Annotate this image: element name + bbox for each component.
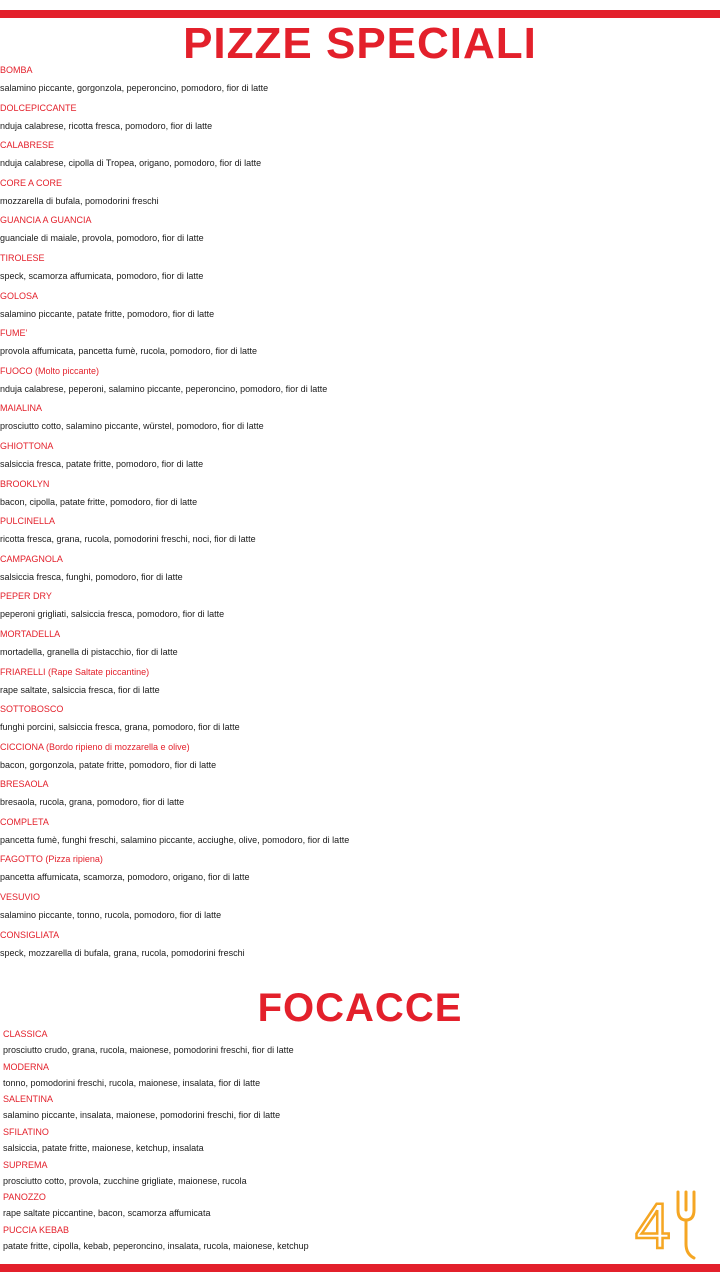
menu-item-ingredients: speck, scamorza affumicata, pomodoro, fior di latte — [0, 270, 204, 281]
menu-item-name: GUANCIA A GUANCIA — [0, 215, 92, 226]
menu-item-ingredients: tonno, pomodorini freschi, rucola, maionese, insalata, fior di latte — [3, 1077, 261, 1088]
menu-item — [0, 550, 720, 588]
menu-item-ingredients: mozzarella di bufala, pomodorini freschi — [0, 195, 159, 206]
menu-item-ingredients: prosciutto cotto, salamino piccante, würstel, pomodoro, fior di latte — [0, 421, 264, 432]
menu-item-ingredients: salsiccia, patate fritte, maionese, ketchup, insalata — [3, 1143, 204, 1154]
menu-item-name: PULCINELLA — [0, 516, 56, 527]
menu-item — [0, 249, 720, 287]
menu-item-ingredients: salamino piccante, insalata, maionese, pomodorini freschi, fior di latte — [3, 1110, 281, 1121]
menu-item-name: PANOZZO — [3, 1192, 46, 1203]
menu-item-name: FAGOTTO (Pizza ripiena) — [0, 854, 103, 865]
menu-item-name: MAIALINA — [0, 403, 43, 414]
menu-item-name: MORTADELLA — [0, 628, 61, 639]
menu-item — [0, 475, 720, 513]
menu-item — [0, 211, 720, 249]
top-red-rule — [0, 10, 720, 18]
menu-item-ingredients: salamino piccante, gorgonzola, peperoncino, pomodoro, fior di latte — [0, 83, 269, 93]
menu-item-ingredients: ricotta fresca, grana, rucola, pomodorini freschi, noci, fior di latte — [0, 534, 256, 545]
menu-item — [0, 136, 720, 174]
menu-item — [0, 174, 720, 212]
menu-item-name: DOLCEPICCANTE — [0, 102, 77, 113]
menu-item-name: PEPER DRY — [0, 591, 52, 602]
menu-item-name: GHIOTTONA — [0, 440, 54, 451]
menu-item-ingredients: patate fritte, cipolla, kebab, peperoncino, insalata, rucola, maionese, ketchup — [3, 1241, 309, 1252]
menu-item-name: CAMPAGNOLA — [0, 553, 63, 564]
menu-item-ingredients: pancetta affumicata, scamorza, pomodoro, origano, fior di latte — [0, 872, 250, 883]
menu-item-name: SOTTOBOSCO — [0, 704, 64, 715]
menu-item — [0, 700, 720, 738]
menu-item-ingredients: rape saltate, salsiccia fresca, fior di latte — [0, 684, 160, 695]
menu-item-name: CLASSICA — [3, 1029, 48, 1039]
menu-item — [0, 437, 720, 475]
pizze-speciali-list — [0, 61, 720, 963]
menu-item-ingredients: peperoni grigliati, salsiccia fresca, pomodoro, fior di latte — [0, 609, 225, 620]
menu-item-name: FUME’ — [0, 328, 28, 339]
menu-item — [0, 1124, 720, 1157]
menu-item — [0, 926, 720, 964]
menu-item-name: TIROLESE — [0, 252, 45, 263]
menu-item-name: VESUVIO — [0, 892, 41, 903]
menu-item-ingredients: salamino piccante, patate fritte, pomodoro, fior di latte — [0, 308, 215, 319]
fork-and-number-logo-icon — [632, 1186, 702, 1266]
menu-item-name: COMPLETA — [0, 816, 49, 827]
menu-item-ingredients: mortadella, granella di pistacchio, fior di latte — [0, 646, 178, 657]
menu-item-ingredients: prosciutto crudo, grana, rucola, maionese, pomodorini freschi, fior di latte — [3, 1045, 294, 1055]
menu-item-name: BROOKLYN — [0, 478, 50, 489]
menu-item-ingredients: nduja calabrese, peperoni, salamino piccante, peperoncino, pomodoro, fior di latte — [0, 383, 328, 394]
menu-item-name: CICCIONA (Bordo ripieno di mozzarella e olive) — [0, 741, 190, 752]
menu-item-name: SFILATINO — [3, 1127, 49, 1138]
menu-item — [0, 1026, 720, 1059]
focacce-list — [0, 1026, 720, 1255]
menu-item — [0, 512, 720, 550]
menu-item — [0, 287, 720, 325]
menu-item-name: CONSIGLIATA — [0, 929, 60, 940]
menu-item-ingredients: salamino piccante, tonno, rucola, pomodoro, fior di latte — [0, 910, 222, 921]
menu-item — [0, 775, 720, 813]
menu-item — [0, 1059, 720, 1092]
menu-item-ingredients: nduja calabrese, cipolla di Tropea, origano, pomodoro, fior di latte — [0, 158, 262, 169]
menu-item — [0, 1189, 720, 1222]
menu-item-ingredients: salsiccia fresca, funghi, pomodoro, fior di latte — [0, 571, 183, 582]
menu-item-name: GOLOSA — [0, 290, 39, 301]
menu-item — [0, 587, 720, 625]
bottom-red-rule — [0, 1264, 720, 1272]
menu-item-ingredients: funghi porcini, salsiccia fresca, grana, pomodoro, fior di latte — [0, 722, 240, 733]
menu-item — [0, 813, 720, 851]
menu-item-name: MODERNA — [3, 1061, 50, 1072]
menu-item-ingredients: provola affumicata, pancetta fumè, rucola, pomodoro, fior di latte — [0, 346, 257, 357]
menu-item-name: FRIARELLI (Rape Saltate piccantine) — [0, 666, 150, 677]
logo-number: 4 — [635, 1190, 671, 1262]
pizze-speciali-title: PIZZE SPECIALI — [183, 19, 537, 68]
menu-item-ingredients: bresaola, rucola, grana, pomodoro, fior di latte — [0, 797, 185, 808]
menu-item-ingredients: bacon, gorgonzola, patate fritte, pomodoro, fior di latte — [0, 759, 217, 770]
menu-item-ingredients: bacon, cipolla, patate fritte, pomodoro, fior di latte — [0, 496, 198, 507]
menu-item — [0, 1091, 720, 1124]
menu-item — [0, 362, 720, 400]
menu-item-name: FUOCO (Molto piccante) — [0, 365, 100, 376]
menu-item — [0, 61, 720, 99]
menu-item-ingredients: rape saltate piccantine, bacon, scamorza affumicata — [3, 1208, 211, 1219]
menu-item-name: SALENTINA — [3, 1094, 54, 1105]
menu-item-ingredients: salsiccia fresca, patate fritte, pomodoro, fior di latte — [0, 458, 204, 469]
menu-item — [0, 625, 720, 663]
menu-item — [0, 850, 720, 888]
menu-item — [0, 399, 720, 437]
menu-item — [0, 663, 720, 701]
menu-item-name: PUCCIA KEBAB — [3, 1225, 70, 1236]
menu-item-name: CALABRESE — [0, 140, 55, 151]
menu-item-ingredients: nduja calabrese, ricotta fresca, pomodoro, fior di latte — [0, 120, 213, 131]
menu-item-name: SUPREMA — [3, 1159, 48, 1170]
menu-item-ingredients: guanciale di maiale, provola, pomodoro, fior di latte — [0, 233, 204, 244]
menu-item — [0, 1222, 720, 1255]
menu-item-ingredients: prosciutto cotto, provola, zucchine grigliate, maionese, rucola — [3, 1175, 247, 1186]
menu-item-name: CORE A CORE — [0, 177, 63, 188]
menu-item-name: BRESAOLA — [0, 779, 49, 790]
menu-item — [0, 1157, 720, 1190]
menu-item-ingredients: speck, mozzarella di bufala, grana, rucola, pomodorini freschi — [0, 947, 245, 958]
menu-item-name: BOMBA — [0, 65, 33, 75]
menu-item — [0, 738, 720, 776]
menu-item — [0, 324, 720, 362]
focacce-title: FOCACCE — [257, 986, 463, 1030]
menu-item — [0, 99, 720, 137]
menu-item — [0, 888, 720, 926]
menu-item-ingredients: pancetta fumè, funghi freschi, salamino piccante, acciughe, olive, pomodoro, fior di latte — [0, 834, 350, 845]
